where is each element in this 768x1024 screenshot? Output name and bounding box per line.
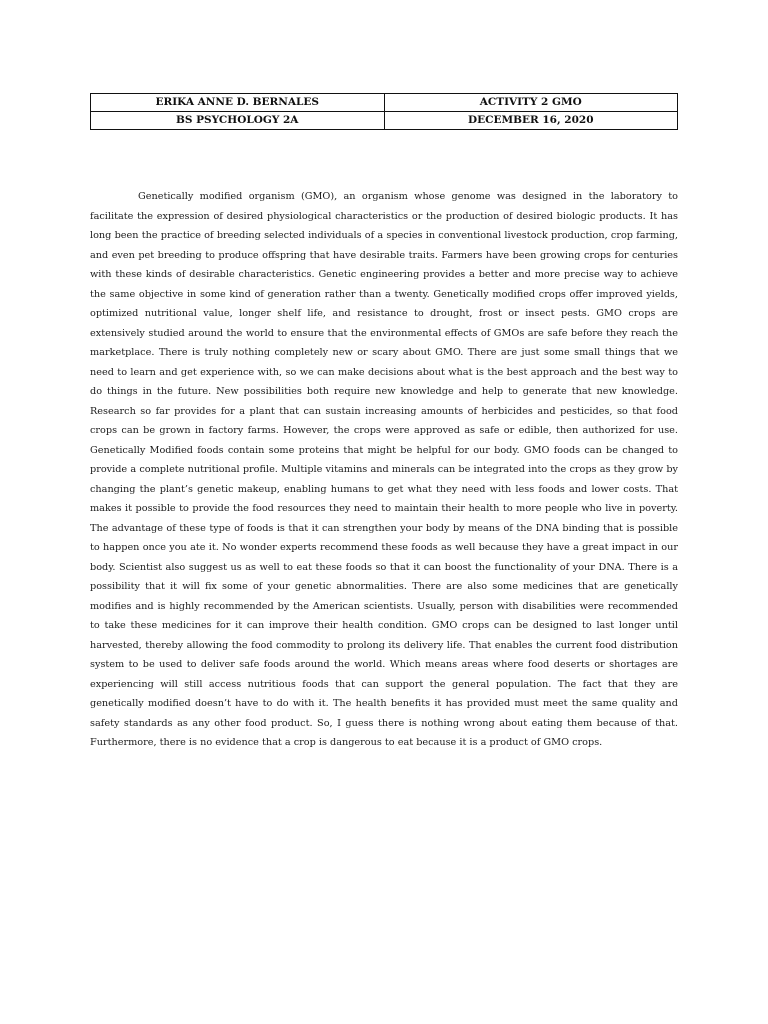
activity-title: ACTIVITY 2 GMO [384,94,678,112]
header-table [90,93,678,130]
essay-paragraph: Genetically modified organism (GMO), an organism whose genome was designed in the laboratory to facilitate the expression of desired physiological characteristics or the production of desired biologic products. It has long been the practice of breeding selected individuals of a species in conventional livestock production, crop farming, and even pet breeding to produce offspring that have desirable traits. Farmers have been growing crops for centuries with these kinds of desirable characteristics. Genetic engineering provides a better and more precise way to achieve the same objective in some kind of generation rather than a twenty. Genetically modified crops offer improved yields, optimized nutritional value, longer shelf life, and resistance to drought, frost or insect pests. GMO crops are extensively studied around the world to ensure that the environmental effects of GMOs are safe before they reach the marketplace. There is truly nothing completely new or scary about GMO. There are just some small things that we need to learn and get experience with, so we can make decisions about what is the best approach and the best way to do things in the future. New possibilities both require new knowledge and help to generate that new knowledge. Research so far provides for a plant that can sustain increasing amounts of herbicides and pesticides, so that food crops can be grown in factory farms. However, the crops were approved as safe or edible, then authorized for use. Genetically Modified foods contain some proteins that might be helpful for our body. GMO foods can be changed to provide a complete nutritional profile. Multiple vitamins and minerals can be integrated into the crops as they grow by changing the plant’s genetic makeup, enabling humans to get what they need with less foods and lower costs. That makes it possible to provide the food resources they need to maintain their health to more people who live in poverty. The advantage of these type of foods is that it can strengthen your body by means of the DNA binding that is possible to happen once you ate it. No wonder experts recommend these foods as well because they have a great impact in our body. Scientist also suggest us as well to eat these foods so that it can boost the functionality of your DNA. There is a possibility that it will fix some of your genetic abnormalities. There are also some medicines that are genetically modifies and is highly recommended by the American scientists. Usually, person with disabilities were recommended to take these medicines for it can improve their health condition. GMO crops can be designed to last longer until harvested, thereby allowing the food commodity to prolong its delivery life. That enables the current food distribution system to be used to deliver safe foods around the world. Which means areas where food deserts or shortages are experiencing will still access nutritious foods that can support the general population. The fact that they are genetically modified doesn’t have to do with it. The health benefits it has provided must meet the same quality and safety standards as any other food product. So, I guess there is nothing wrong about eating them because of that. Furthermore, there is no evidence that a crop is dangerous to eat because it is a product of GMO crops. [90,191,678,748]
header-row-1 [91,94,678,112]
submission-date: DECEMBER 16, 2020 [384,112,678,130]
course-section: BS PSYCHOLOGY 2A [91,112,385,130]
student-name: ERIKA ANNE D. BERNALES [91,94,385,112]
header-row-2 [91,112,678,130]
